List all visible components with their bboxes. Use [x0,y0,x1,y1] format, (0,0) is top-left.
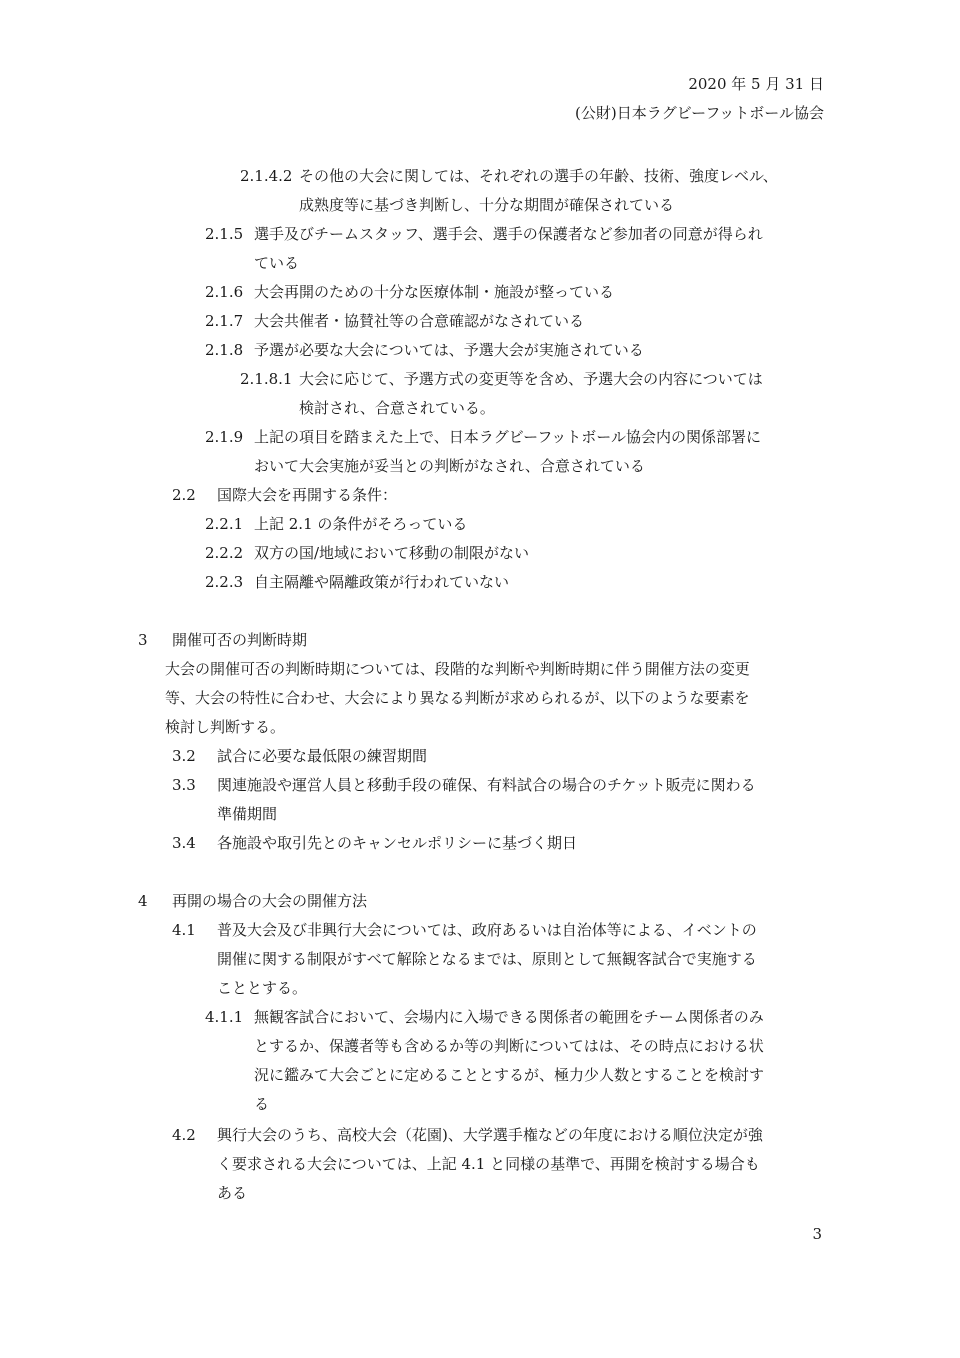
item-number: 3.4 [172,834,196,852]
item-number: 2.1.4.2 [240,167,293,185]
page-number: 3 [812,1225,822,1243]
item-text: 検討され、合意されている。 [299,399,495,417]
document-date: 2020 年 5 月 31 日 [688,75,824,93]
item-number: 2.2.1 [205,515,244,533]
item-number: 3.2 [172,747,196,765]
paragraph-line: 等、大会の特性に合わせ、大会により異なる判断が求められるが、以下のような要素を [165,689,750,707]
item-text: おいて大会実施が妥当との判断がなされ、合意されている [254,457,645,475]
item-number: 4.1.1 [205,1008,244,1026]
section-heading: 国際大会を再開する条件： [217,486,398,504]
item-number: 2.1.7 [205,312,244,330]
item-number: 4.2 [172,1126,196,1144]
item-text: 大会共催者・協賛社等の合意確認がなされている [254,312,585,330]
item-number: 4.1 [172,921,196,939]
item-text: 上記 2.1 の条件がそろっている [254,515,468,533]
item-text: 各施設や取引先とのキャンセルポリシーに基づく期日 [217,834,578,852]
section-number: 2.2 [172,486,196,504]
paragraph-line: 大会の開催可否の判断時期については、段階的な判断や判断時期に伴う開催方法の変更 [165,660,750,678]
section-heading: 再開の場合の大会の開催方法 [172,892,368,910]
paragraph-line: 検討し判断する。 [165,718,286,736]
item-text: 準備期間 [217,805,278,823]
item-number: 2.2.2 [205,544,244,562]
item-text: 選手及びチームスタッフ、選手会、選手の保護者など参加者の同意が得られ [254,225,763,243]
organization-name: (公財)日本ラグビーフットボール協会 [574,104,824,122]
item-text: 上記の項目を踏まえた上で、日本ラグビーフットボール協会内の関係部署に [254,428,762,446]
item-number: 2.1.6 [205,283,244,301]
item-number: 2.1.9 [205,428,244,446]
section-number: 3 [138,631,148,649]
item-number: 3.3 [172,776,196,794]
item-text: る [254,1095,270,1113]
item-text: 興行大会のうち、高校大会（花園)、大学選手権などの年度における順位決定が強 [217,1126,763,1144]
item-text: 自主隔離や隔離政策が行われていない [254,573,510,591]
item-text: 予選が必要な大会については、予選大会が実施されている [254,341,644,359]
item-number: 2.1.5 [205,225,244,243]
item-text: 開催に関する制限がすべて解除となるまでは、原則として無観客試合で実施する [217,950,757,968]
item-text: ている [254,254,300,272]
item-text: その他の大会に関しては、それぞれの選手の年齢、技術、強度レベル、 [299,167,778,185]
item-text: 関連施設や運営人員と移動手段の確保、有料試合の場合のチケット販売に関わる [217,776,756,794]
item-text: 双方の国/地域において移動の制限がない [254,544,530,562]
item-text: 大会に応じて、予選方式の変更等を含め、予選大会の内容については [299,370,763,388]
item-number: 2.1.8 [205,341,244,359]
item-text: 無観客試合において、会場内に入場できる関係者の範囲をチーム関係者のみ [254,1008,764,1026]
item-text: 況に鑑みて大会ごとに定めることとするが、極力少人数とすることを検討す [254,1066,765,1084]
item-text: 試合に必要な最低限の練習期間 [217,747,428,765]
item-text: ある [217,1184,248,1202]
item-text: く要求される大会については、上記 4.1 と同様の基準で、再開を検討する場合も [217,1155,760,1173]
section-heading: 開催可否の判断時期 [172,631,308,649]
item-text: 大会再開のための十分な医療体制・施設が整っている [254,283,615,301]
item-number: 2.1.8.1 [240,370,293,388]
item-text: 普及大会及び非興行大会については、政府あるいは自治体等による、イベントの [217,921,757,939]
section-number: 4 [138,892,148,910]
item-number: 2.2.3 [205,573,244,591]
item-text: こととする。 [217,979,308,997]
item-text: 成熟度等に基づき判断し、十分な期間が確保されている [299,196,675,214]
item-text: とするか、保護者等も含めるか等の判断についてはは、その時点における状 [254,1037,764,1055]
